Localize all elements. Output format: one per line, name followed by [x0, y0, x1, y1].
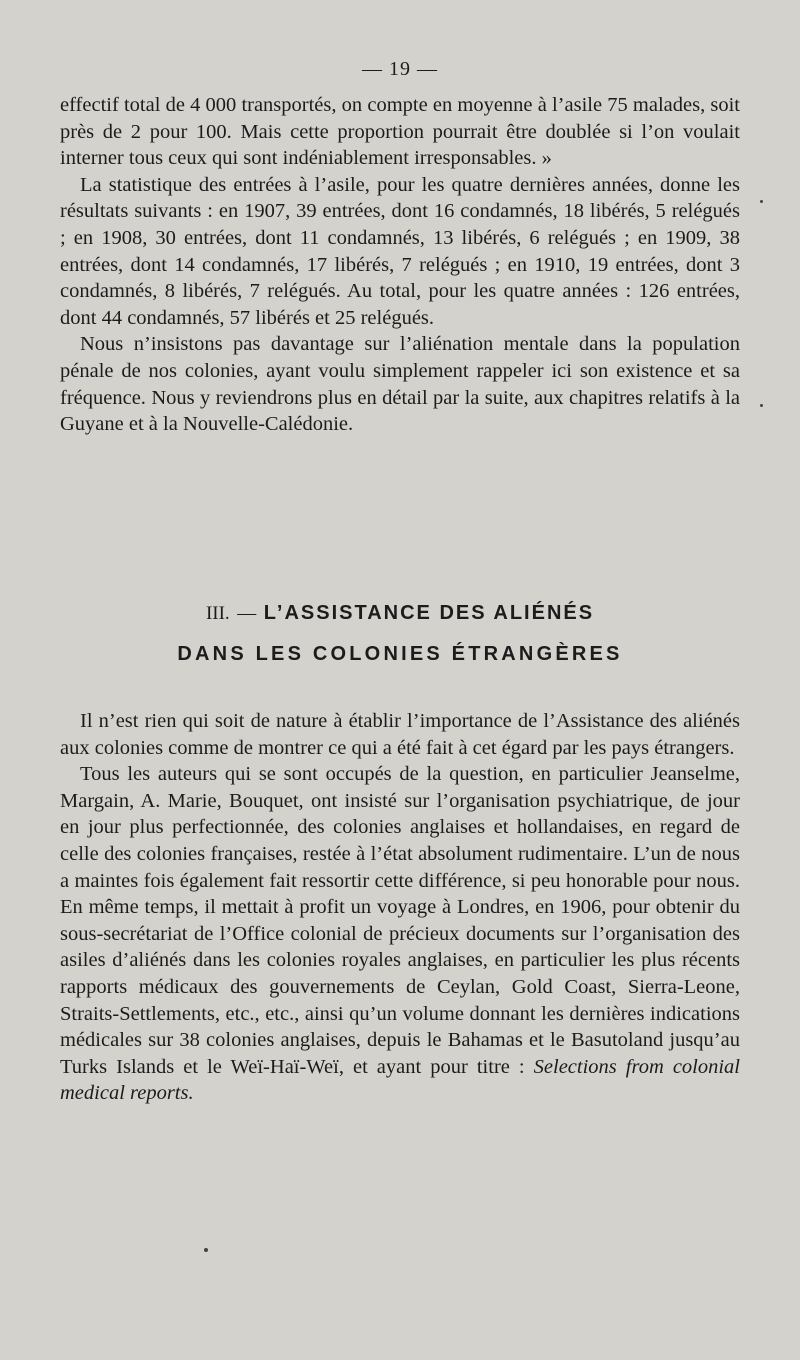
section-title-line1: L’ASSISTANCE DES ALIÉNÉS — [263, 602, 595, 624]
page-number: — 19 — — [362, 58, 438, 80]
section-heading-line1 — [0, 602, 800, 625]
citation-title: Selections from colonial medical reports. — [60, 1055, 740, 1105]
text-block-top — [60, 92, 740, 438]
paragraph: Il n’est rien qui soit de nature à établir l’importance de l’Assistance des aliénés aux colonies comme de montrer ce qui a été fait à cet égard par les pays étrangers. — [60, 710, 740, 759]
section-heading-line2: DANS LES COLONIES ÉTRANGÈRES — [177, 643, 623, 665]
section-number: III. — [205, 603, 230, 624]
text-block-bottom — [60, 708, 740, 1107]
ink-speck — [204, 1248, 208, 1252]
paragraph: Nous n’insistons pas davantage sur l’aliénation mentale dans la population pénale de nos colonies, ayant voulu simplement rappeler ici son existence et sa fréquence. Nous y reviendrons plus en détail par la suite, aux chapitres relatifs à la Guyane et à la Nouvelle-Calédonie. — [60, 333, 740, 436]
paragraph — [60, 761, 740, 1107]
ink-speck — [760, 404, 763, 407]
section-dash: — — [237, 603, 257, 624]
paragraph: La statistique des entrées à l’asile, pour les quatre dernières années, donne les résultats suivants : en 1907, 39 entrées, dont 16 condamnés, 18 libérés, 5 relégués ; en 1908, 30 entrées, dont 11 condamnés, 13 libérés, 6 relégués ; en 1909, 38 entrées, dont 14 condamnés, 17 libérés, 7 relégués ; en 1910, 19 entrées, dont 3 condamnés, 8 libérés, 7 relégués. Au total, pour les quatre années : 126 entrées, dont 44 condamnés, 57 libérés et 25 relégués. — [60, 173, 740, 329]
paragraph: effectif total de 4 000 transportés, on compte en moyenne à l’asile 75 malades, soit près de 2 pour 100. Mais cette proportion pourrait être doublée si l’on voulait interner tous ceux qui sont indéniablement irresponsables. » — [60, 94, 740, 170]
ink-speck — [760, 200, 763, 203]
paragraph-text: Tous les auteurs qui se sont occupés de la question, en particulier Jeanselme, Margain, A. Marie, Bouquet, ont insisté sur l’organisation psychiatrique, de jour en jour plus perfectionnée, des colonies anglaises et hollandaises, en regard de celle des colonies françaises, restée à l’état absolument rudimentaire. L’un de nous a maintes fois également fait ressortir cette différence, si peu honorable pour nous. En même temps, il mettait à profit un voyage à Londres, en 1906, pour obtenir du sous-secrétariat de l’Office colonial de précieux documents sur l’organisation des asiles d’aliénés dans les colonies royales anglaises, en particulier les plus récents rapports médicaux des gouvernements de Ceylan, Gold Coast, Sierra-Leone, Straits-Settlements, etc., etc., ainsi qu’un volume donnant les dernières indications médicales sur 38 colonies anglaises, depuis le Bahamas et le Basutoland jusqu’au Turks Islands et le Weï-Haï-Weï, et ayant pour titre : — [60, 763, 740, 1078]
